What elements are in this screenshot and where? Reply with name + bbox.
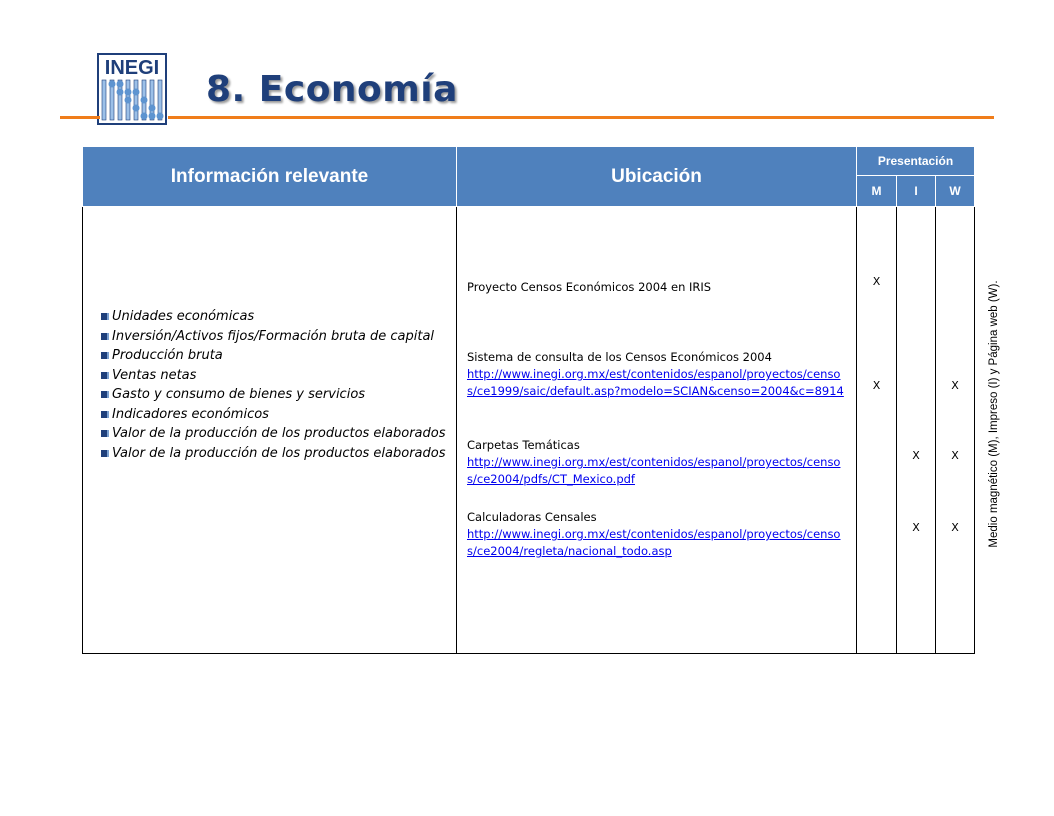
mark-w-sistema: X	[951, 379, 959, 392]
info-item: Unidades económicas	[101, 307, 446, 327]
page-title: 8. Economía	[206, 69, 458, 110]
header-informacion-relevante: Información relevante	[83, 147, 457, 207]
location-cell	[457, 207, 857, 654]
header-i: I	[897, 176, 936, 207]
inegi-logo	[96, 52, 168, 126]
location-calculadoras-censales	[467, 509, 848, 560]
m-column	[857, 207, 897, 654]
location-label: Calculadoras Censales	[467, 510, 597, 524]
mark-m-sistema: X	[872, 379, 881, 392]
square-bullet-icon	[101, 391, 109, 398]
info-cell	[83, 207, 457, 654]
header-ubicacion: Ubicación	[457, 147, 857, 207]
svg-text:INEGI: INEGI	[104, 57, 160, 79]
info-item: Valor de la producción de los productos elaborados	[101, 424, 446, 444]
square-bullet-icon	[101, 372, 109, 379]
square-bullet-icon	[101, 450, 109, 457]
title-rule-left	[60, 116, 100, 119]
square-bullet-icon	[101, 430, 109, 437]
mark-i-carpetas: X	[912, 449, 920, 462]
info-item: Producción bruta	[101, 346, 446, 366]
info-item: Indicadores económicos	[101, 405, 446, 425]
i-column	[897, 207, 936, 654]
square-bullet-icon	[101, 352, 109, 359]
header-m: M	[857, 176, 897, 207]
mark-m-iris: X	[872, 275, 881, 288]
square-bullet-icon	[101, 333, 109, 340]
w-column	[936, 207, 975, 654]
presentation-legend	[985, 255, 1003, 573]
location-label: Carpetas Temáticas	[467, 438, 580, 452]
mark-w-carpetas: X	[951, 449, 959, 462]
header-w: W	[936, 176, 975, 207]
title-rule-right	[168, 116, 994, 119]
info-list	[101, 307, 446, 463]
presentation-legend-text: Medio magnético (M), Impreso (I) y Página web (W).	[988, 280, 1000, 548]
location-label: Sistema de consulta de los Censos Económicos 2004	[467, 350, 772, 364]
location-link[interactable]: http://www.inegi.org.mx/est/contenidos/espanol/proyectos/censos/ce2004/pdfs/CT_Mexico.pdf	[467, 455, 841, 486]
location-label: Proyecto Censos Económicos 2004 en IRIS	[467, 280, 712, 294]
mark-i-calculadoras: X	[912, 521, 920, 534]
location-link[interactable]: http://www.inegi.org.mx/est/contenidos/espanol/proyectos/censos/ce1999/saic/default.asp?modelo=SCIAN&censo=2004&c=8914	[467, 367, 844, 398]
info-item: Valor de la producción de los productos elaborados	[101, 444, 446, 464]
square-bullet-icon	[101, 313, 109, 320]
mark-w-calculadoras: X	[951, 521, 959, 534]
location-link[interactable]: http://www.inegi.org.mx/est/contenidos/espanol/proyectos/censos/ce2004/regleta/nacional_todo.asp	[467, 527, 841, 558]
info-item: Gasto y consumo de bienes y servicios	[101, 385, 446, 405]
location-iris	[467, 279, 848, 296]
header-presentacion: Presentación	[857, 147, 975, 176]
location-sistema-consulta	[467, 349, 848, 400]
info-item: Ventas netas	[101, 366, 446, 386]
square-bullet-icon	[101, 411, 109, 418]
info-item: Inversión/Activos fijos/Formación bruta de capital	[101, 327, 446, 347]
information-table	[82, 146, 975, 654]
location-carpetas-tematicas	[467, 437, 848, 488]
